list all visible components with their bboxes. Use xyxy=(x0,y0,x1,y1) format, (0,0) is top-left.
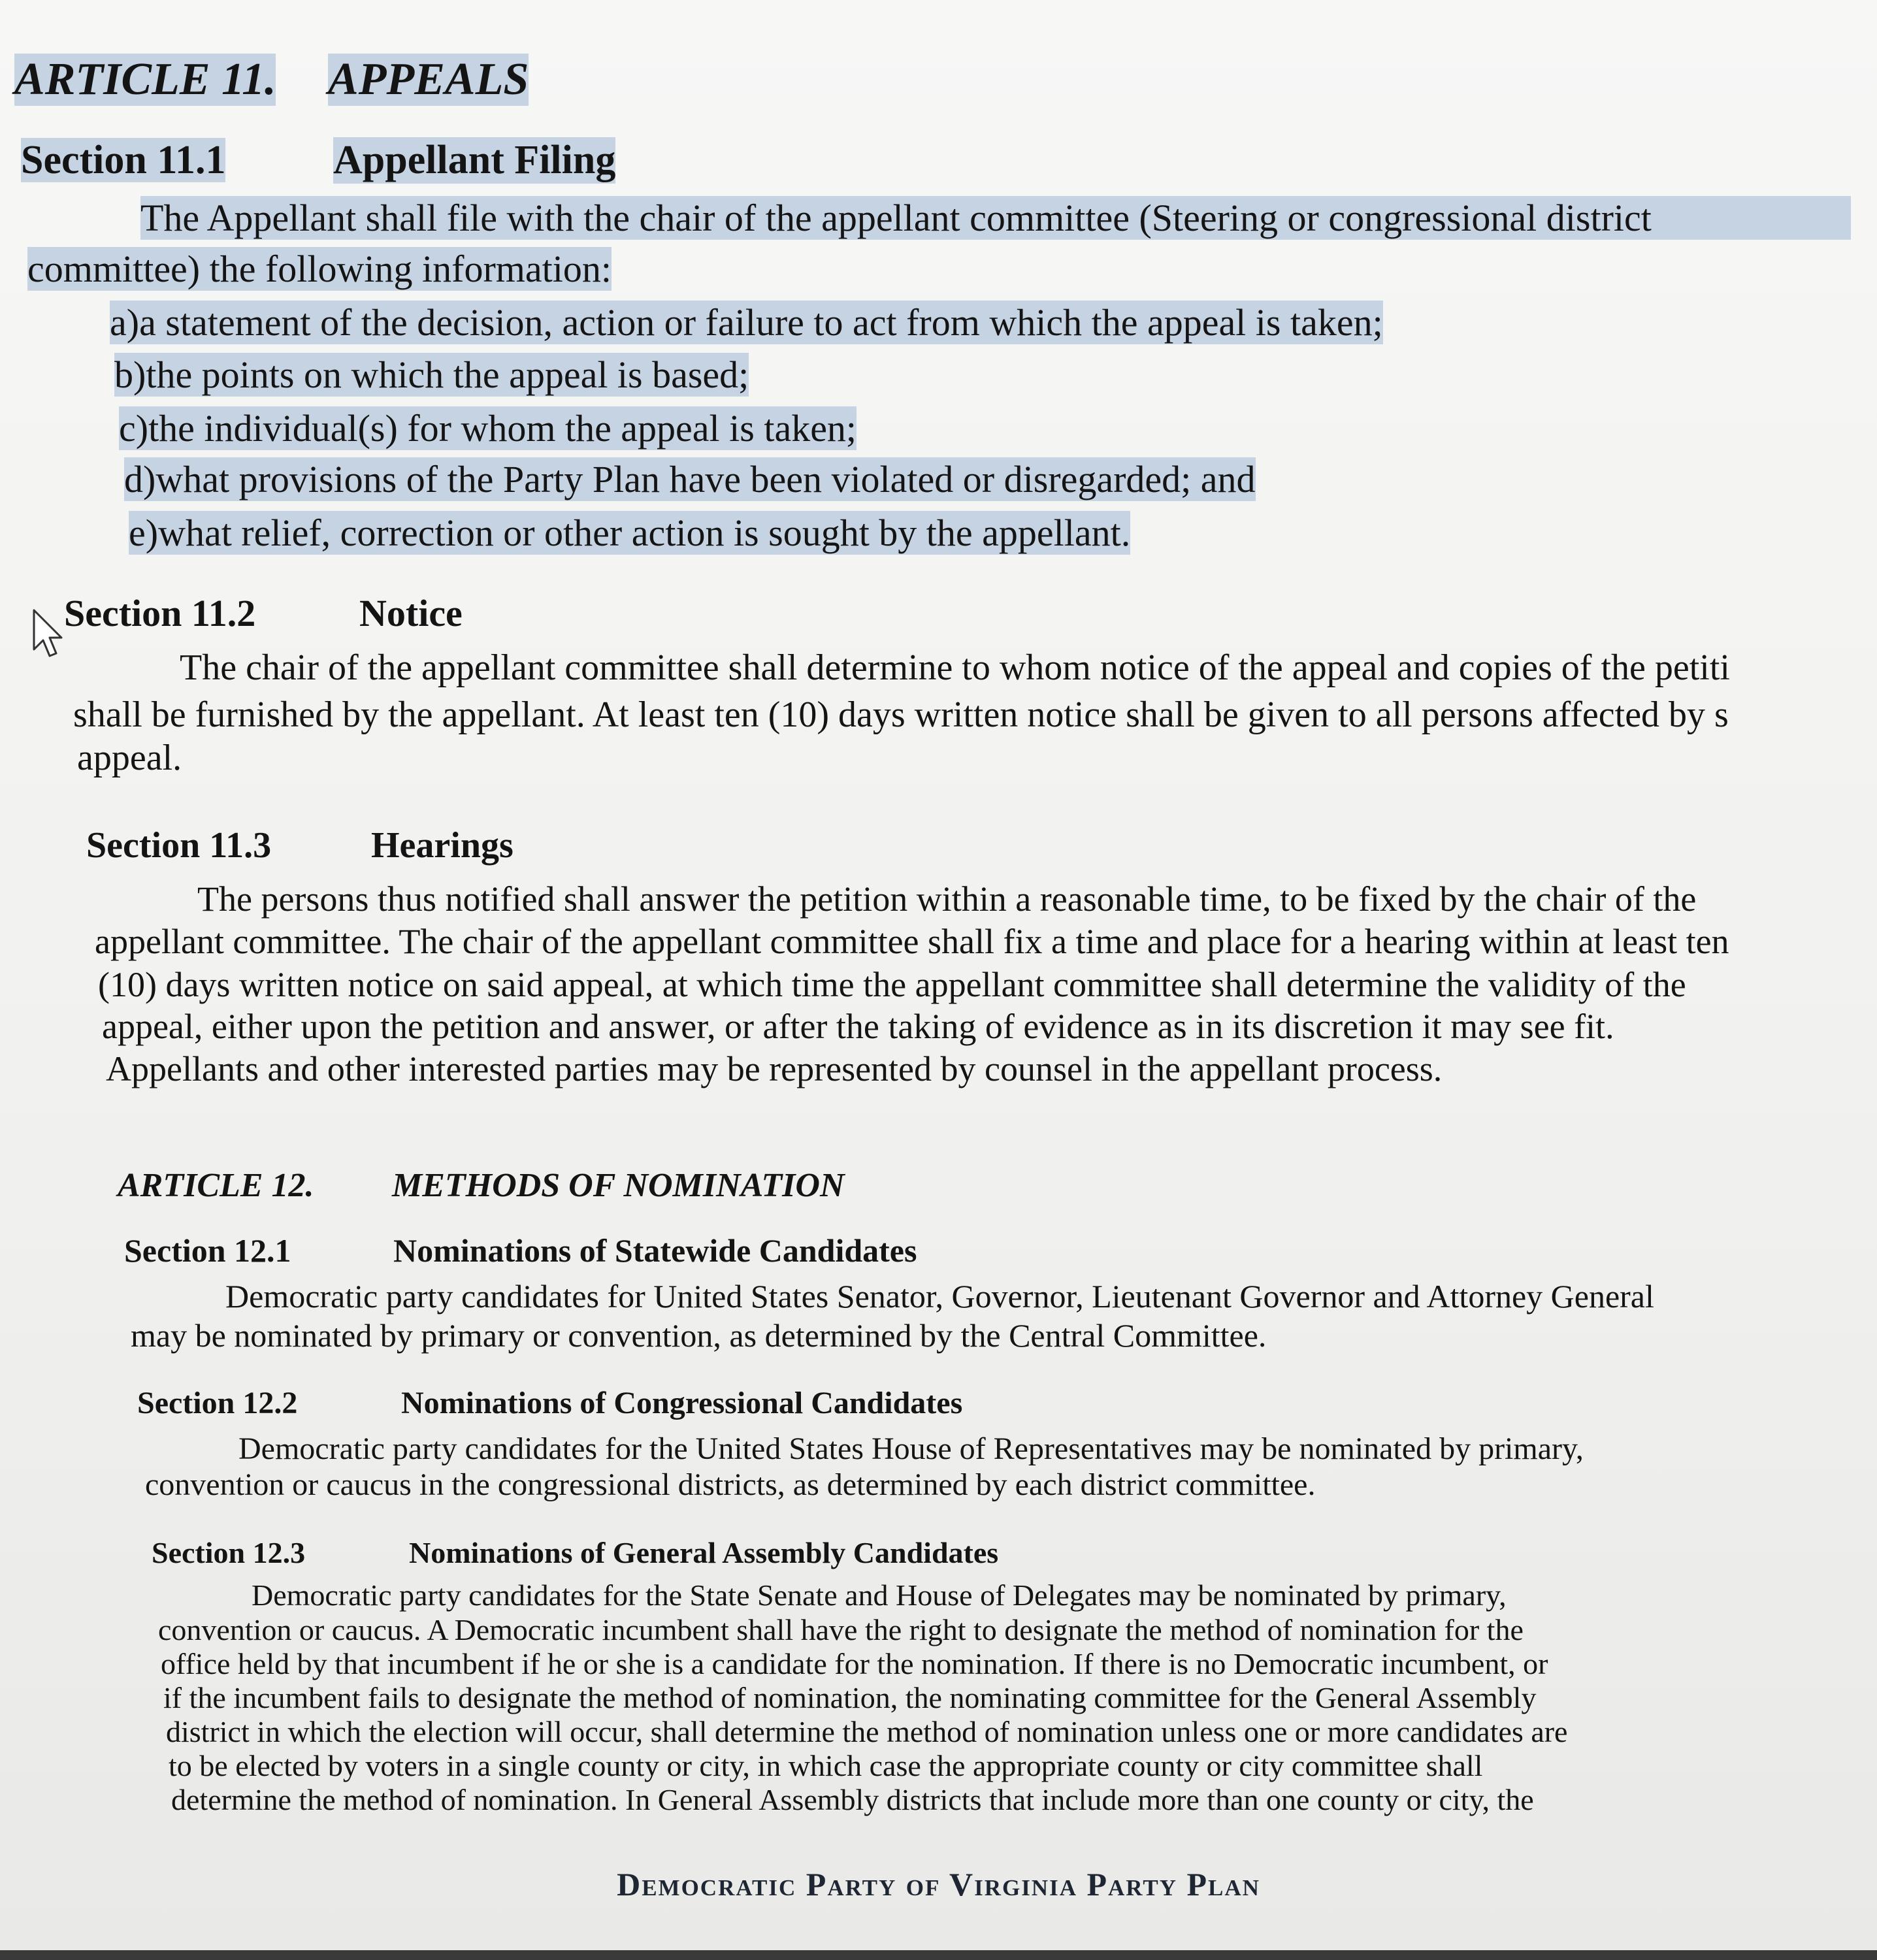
section-11-1-number: Section 11.1 xyxy=(21,138,226,182)
section-11-2-heading xyxy=(64,591,652,640)
item-b-text: the points on which the appeal is based; xyxy=(146,353,749,396)
section-12-3-line-4: if the incumbent fails to designate the method of nomination, the nominating committee for the General Assembly xyxy=(163,1681,1537,1714)
section-12-2-line-2: convention or caucus in the congressional districts, as determined by each district committee. xyxy=(145,1467,1316,1502)
section-12-3-title: Nominations of General Assembly Candidates xyxy=(409,1536,999,1569)
section-12-2-heading xyxy=(137,1385,1117,1431)
section-11-2-line-1: The chair of the appellant committee shall determine to whom notice of the appeal and copies of the petiti xyxy=(180,647,1730,688)
section-12-2-title: Nominations of Congressional Candidates xyxy=(401,1386,963,1420)
section-12-1-line-2: may be nominated by primary or convention, as determined by the Central Committee. xyxy=(131,1317,1267,1354)
item-b-marker: b) xyxy=(114,353,146,396)
section-11-1-item-d xyxy=(124,457,1256,501)
section-11-3-line-1: The persons thus notified shall answer the petition within a reasonable time, to be fixed by the chair of the xyxy=(197,879,1697,919)
item-a-marker: a) xyxy=(110,301,140,344)
section-11-2-title: Notice xyxy=(359,592,463,634)
section-12-2-number: Section 12.2 xyxy=(137,1386,298,1420)
item-a-text: a statement of the decision, action or failure to act from which the appeal is taken; xyxy=(139,301,1383,344)
article-11-number: ARTICLE 11. xyxy=(14,54,276,105)
section-12-3-number: Section 12.3 xyxy=(152,1536,306,1569)
item-c-text: the individual(s) for whom the appeal is taken; xyxy=(148,407,857,449)
item-e-text: what relief, correction or other action is sought by the appellant. xyxy=(158,512,1131,554)
section-12-2-line-1: Democratic party candidates for the United States House of Representatives may be nominated by primary, xyxy=(238,1431,1584,1466)
page-footer: Democratic Party of Virginia Party Plan xyxy=(617,1866,1260,1903)
section-11-3-line-4: appeal, either upon the petition and answer, or after the taking of evidence as in its discretion it may see fit. xyxy=(102,1007,1614,1046)
item-d-text: what provisions of the Party Plan have been violated or disregarded; and xyxy=(155,458,1256,500)
section-11-1-line-1: The Appellant shall file with the chair of the appellant committee (Steering or congressional district xyxy=(140,196,1851,240)
section-11-3-heading xyxy=(86,825,674,874)
item-e-marker: e) xyxy=(129,512,159,554)
section-12-3-line-3: office held by that incumbent if he or she is a candidate for the nomination. If there is no Democratic incumbent, or xyxy=(161,1647,1548,1680)
section-11-2-number: Section 11.2 xyxy=(64,592,256,634)
section-12-3-line-7: determine the method of nomination. In General Assembly districts that include more than one county or city, the xyxy=(171,1783,1534,1816)
section-11-3-line-3: (10) days written notice on said appeal, at which time the appellant committee shall determine the validity of the xyxy=(98,965,1686,1004)
item-c-marker: c) xyxy=(119,407,149,449)
section-12-3-line-1: Democratic party candidates for the State Senate and House of Delegates may be nominated by primary, xyxy=(252,1578,1507,1612)
article-11-heading xyxy=(14,54,529,106)
article-12-heading xyxy=(118,1166,845,1205)
section-11-1-item-b xyxy=(114,353,749,397)
section-11-1-title: Appellant Filing xyxy=(333,138,616,182)
mouse-pointer-icon xyxy=(31,608,63,660)
section-11-1-line-2: committee) the following information: xyxy=(27,248,612,290)
screen-bottom-edge xyxy=(0,1950,1877,1960)
section-11-1-heading xyxy=(21,137,674,189)
section-11-3-number: Section 11.3 xyxy=(86,825,272,866)
item-d-marker: d) xyxy=(124,458,156,500)
section-11-3-line-5: Appellants and other interested parties may be represented by counsel in the appellant process. xyxy=(106,1049,1443,1088)
article-12-number: ARTICLE 12. xyxy=(118,1167,314,1204)
section-12-1-heading xyxy=(124,1232,1104,1277)
article-11-title: APPEALS xyxy=(328,54,529,105)
section-11-2-line-2: shall be furnished by the appellant. At least ten (10) days written notice shall be given to all persons affected by s xyxy=(73,694,1729,735)
article-12-title: METHODS OF NOMINATION xyxy=(392,1167,845,1204)
section-11-1-item-e xyxy=(129,511,1130,555)
section-12-1-title: Nominations of Statewide Candidates xyxy=(393,1232,917,1269)
section-12-1-number: Section 12.1 xyxy=(124,1232,291,1269)
section-12-3-line-5: district in which the election will occur, shall determine the method of nomination unless one or more candidates are xyxy=(166,1715,1568,1748)
section-11-1-item-a xyxy=(110,301,1383,344)
section-11-1-item-c xyxy=(119,406,857,450)
section-12-3-heading xyxy=(152,1535,1132,1578)
section-11-3-title: Hearings xyxy=(371,825,514,866)
section-12-3-line-2: convention or caucus. A Democratic incumbent shall have the right to designate the method of nomination for the xyxy=(158,1613,1524,1646)
section-11-2-line-3: appeal. xyxy=(77,738,182,778)
section-12-3-line-6: to be elected by voters in a single county or city, in which case the appropriate county or city committee shall xyxy=(169,1749,1483,1782)
section-12-1-line-1: Democratic party candidates for United States Senator, Governor, Lieutenant Governor and Attorney General xyxy=(225,1278,1654,1315)
section-11-3-line-2: appellant committee. The chair of the appellant committee shall fix a time and place for a hearing within at least ten xyxy=(95,922,1729,961)
